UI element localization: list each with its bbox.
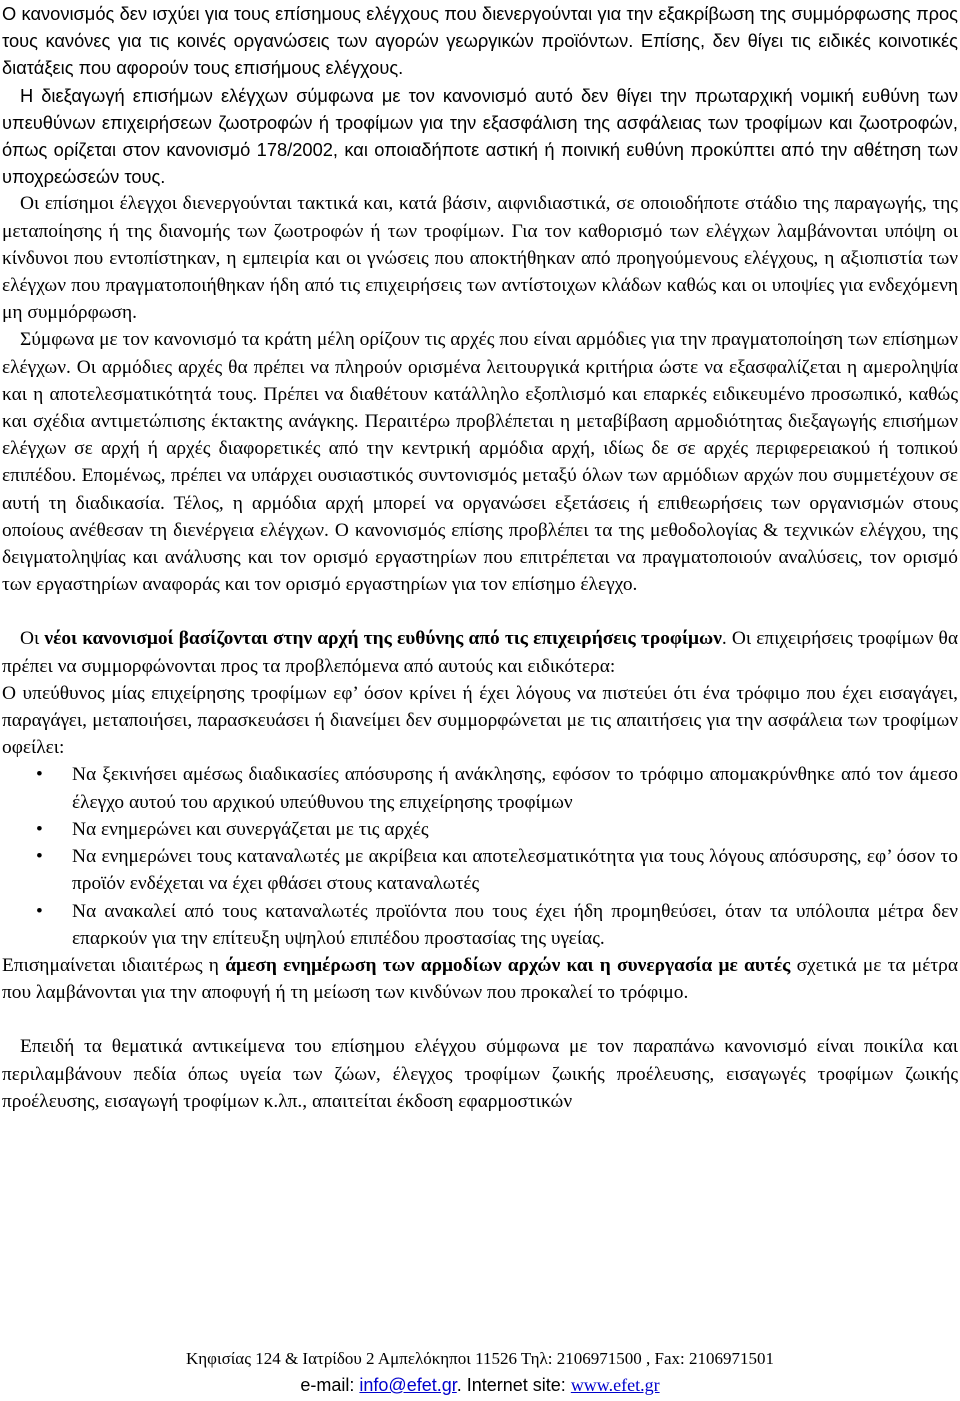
paragraph-cooperation bbox=[2, 952, 958, 1006]
obligations-list bbox=[2, 761, 958, 951]
email-link[interactable]: info@efet.gr bbox=[359, 1375, 457, 1395]
text-run: σχετικά με τα μέτρα που λαμβάνονται για την αποφυγή ή τη μείωση των κινδύνων που προκαλεί το τρόφιμο. bbox=[2, 954, 958, 1004]
bullet-icon: • bbox=[36, 846, 43, 868]
spacer bbox=[2, 1006, 958, 1033]
paragraph-new-regulations bbox=[2, 625, 958, 679]
bold-emphasis: νέοι κανονισμοί βασίζονται στην αρχή της ευθύνης από τις επιχειρήσεις τροφίμων bbox=[44, 628, 722, 650]
list-item-text: Να ενημερώνει και συνεργάζεται με τις αρχές bbox=[72, 818, 429, 840]
paragraph-competent-authorities: Σύμφωνα με τον κανονισμό τα κράτη μέλη ορίζουν τις αρχές που είναι αρμόδιες για την πραγματοποίηση των επίσημων ελέγχων. Οι αρμόδιες αρχές θα πρέπει να πληρούν ορισμένα λειτουργικά κριτήρια ώστε να εξασφαλίζεται η αμεροληψία και η αποτελεσματικότητά τους. Πρέπει να διαθέτουν κατάλληλο εξοπλισμό και επαρκές ειδικευμένο προσωπικό, καθώς και σχέδια αντιμετώπισης έκτακτης ανάγκης. Περαιτέρω προβλέπεται η μεταβίβαση αρμοδιότητας διεξαγωγής επισήμων ελέγχων σε αρχή ή αρχές διαφορετικές από την κεντρική αρμόδια αρχή, ιδίως δε σε αρχές περιφερειακού ή τοπικού επιπέδου. Επομένως, πρέπει να υπάρχει ουσιαστικός συντονισμός μεταξύ όλων των αρμόδιων αρχών που συμμετέχουν σε αυτή τη διαδικασία. Τέλος, η αρμόδια αρχή μπορεί να οργανώσει εξετάσεις ή επιθεωρήσεις των οργανισμών στους οποίους ανέθεσαν τη διενέργεια ελέγχων. Ο κανονισμός επίσης προβλέπει τα της μεθοδολογίας & τεχνικών ελέγχου, της δειγματοληψίας και ανάλυσης και τον ορισμό εργαστηρίων που επιτρέπεται να πραγματοποιούν αναλύσεις, τον ορισμό των εργαστηρίων αναφοράς και τον ορισμό εργαστηρίων για τον επίσημο έλεγχο. bbox=[2, 329, 958, 596]
bold-emphasis: άμεση ενημέρωση των αρμοδίων αρχών και η συνεργασία με αυτές bbox=[225, 954, 791, 976]
paragraph-scope: Ο κανονισμός δεν ισχύει για τους επίσημους ελέγχους που διενεργούνται για την εξακρίβωση της συμμόρφωσης προς τους κανόνες για τις κοινές οργανώσεις των αγορών γεωργικών προϊόντων. Επίσης, δεν θίγει τις ειδικές κοινοτικές διατάξεις που αφορούν τους επισήμους ελέγχους. bbox=[2, 3, 958, 79]
list-item bbox=[2, 761, 958, 815]
text-run: . Οι επιχειρήσεις τροφίμων θα πρέπει να συμμορφώνονται προς τα προβλεπόμενα από αυτούς και ειδικότερα: bbox=[2, 628, 958, 677]
list-item-text: Να ξεκινήσει αμέσως διαδικασίες απόσυρσης ή ανάκλησης, εφόσον το τρόφιμο απομακρύνθηκε από τον άμεσο έλεγχο αυτού του αρχικού υπεύθυνου της επιχείρησης τροφίμων bbox=[72, 764, 958, 813]
text-run: Οι bbox=[20, 628, 45, 650]
internet-label: . Internet site: bbox=[456, 1375, 571, 1395]
paragraph-operator-obligations: Ο υπεύθυνος μίας επιχείρησης τροφίμων εφ’ όσον κρίνει ή έχει λόγους να πιστεύει ότι ένα τρόφιμο που έχει εισαγάγει, παραγάγει, μεταποιήσει, παρασκευάσει ή διανείμει δεν συμμορφώνεται με τις απαιτήσεις για την ασφάλεια των τροφίμων οφείλει: bbox=[2, 682, 958, 759]
list-item-text: Να ανακαλεί από τους καταναλωτές προϊόντα που τους έχει ήδη προμηθεύσει, όταν τα υπόλοιπα μέτρα δεν επαρκούν για την επίτευξη υψηλού επιπέδου προστασίας της υγείας. bbox=[72, 900, 958, 949]
list-item bbox=[2, 898, 958, 952]
email-label: e-mail: bbox=[300, 1375, 360, 1395]
bullet-icon: • bbox=[36, 818, 43, 840]
text-run: Επισημαίνεται ιδιαιτέρως η bbox=[2, 954, 226, 976]
paragraph-responsibility: Η διεξαγωγή επισήμων ελέγχων σύμφωνα με τον κανονισμό αυτό δεν θίγει την πρωταρχική νομική ευθύνη των υπευθύνων επιχειρήσεων ζωοτροφών ή τροφίμων για την εξασφάλιση της ασφάλειας των τροφίμων και ζωοτροφών, όπως ορίζεται στον κανονισμό 178/2002, και οποιαδήποτε αστική ή ποινική ευθύνη προκύπτει από την αθέτηση των υποχρεώσεών τους. bbox=[2, 84, 958, 188]
footer-contact bbox=[0, 1373, 960, 1397]
website-link[interactable]: www.efet.gr bbox=[570, 1375, 660, 1395]
bullet-icon: • bbox=[36, 900, 43, 922]
list-item-text: Να ενημερώνει τους καταναλωτές με ακρίβεια και αποτελεσματικότητα για τους λόγους απόσυρσης, εφ’ όσον το προϊόν ενδέχεται να έχει φθάσει στους καταναλωτές bbox=[72, 846, 958, 895]
bullet-icon: • bbox=[36, 764, 43, 786]
paragraph-thematic-scope: Επειδή τα θεματικά αντικείμενα του επίσημου ελέγχου σύμφωνα με τον παραπάνω κανονισμό είναι ποικίλα και περιλαμβάνουν πεδία όπως υγεία των ζώων, έλεγχος τροφίμων ζωικής προέλευσης, εισαγωγές τροφίμων ζωικής προέλευσης, εισαγωγή τροφίμων κ.λπ., απαιτείται έκδοση εφαρμοστικών bbox=[2, 1036, 958, 1112]
spacer bbox=[2, 598, 958, 625]
paragraph-official-controls: Οι επίσημοι έλεγχοι διενεργούνται τακτικά και, κατά βάσιν, αιφνιδιαστικά, σε οποιοδήποτε στάδιο της παραγωγής, της μεταποίησης ή της διανομής των ζωοτροφών ή των τροφίμων. Για τον καθορισμό των ελέγχων λαμβάνονται υπόψη οι κίνδυνοι που εντοπίστηκαν, η εμπειρία και οι γνώσεις που αποκτήθηκαν από προηγούμενους ελέγχους, η αξιοπιστία των ελέγχων που πραγματοποιήθηκαν ήδη από τις επιχειρήσεις των αντίστοιχων κλάδων καθώς και οι υποψίες για ενδεχόμενη μη συμμόρφωση. bbox=[2, 193, 958, 324]
footer-address: Κηφισίας 124 & Ιατρίδου 2 Αμπελόκηποι 11526 Τηλ: 2106971500 , Fax: 2106971501 bbox=[186, 1349, 774, 1368]
list-item bbox=[2, 816, 958, 843]
list-item bbox=[2, 843, 958, 897]
